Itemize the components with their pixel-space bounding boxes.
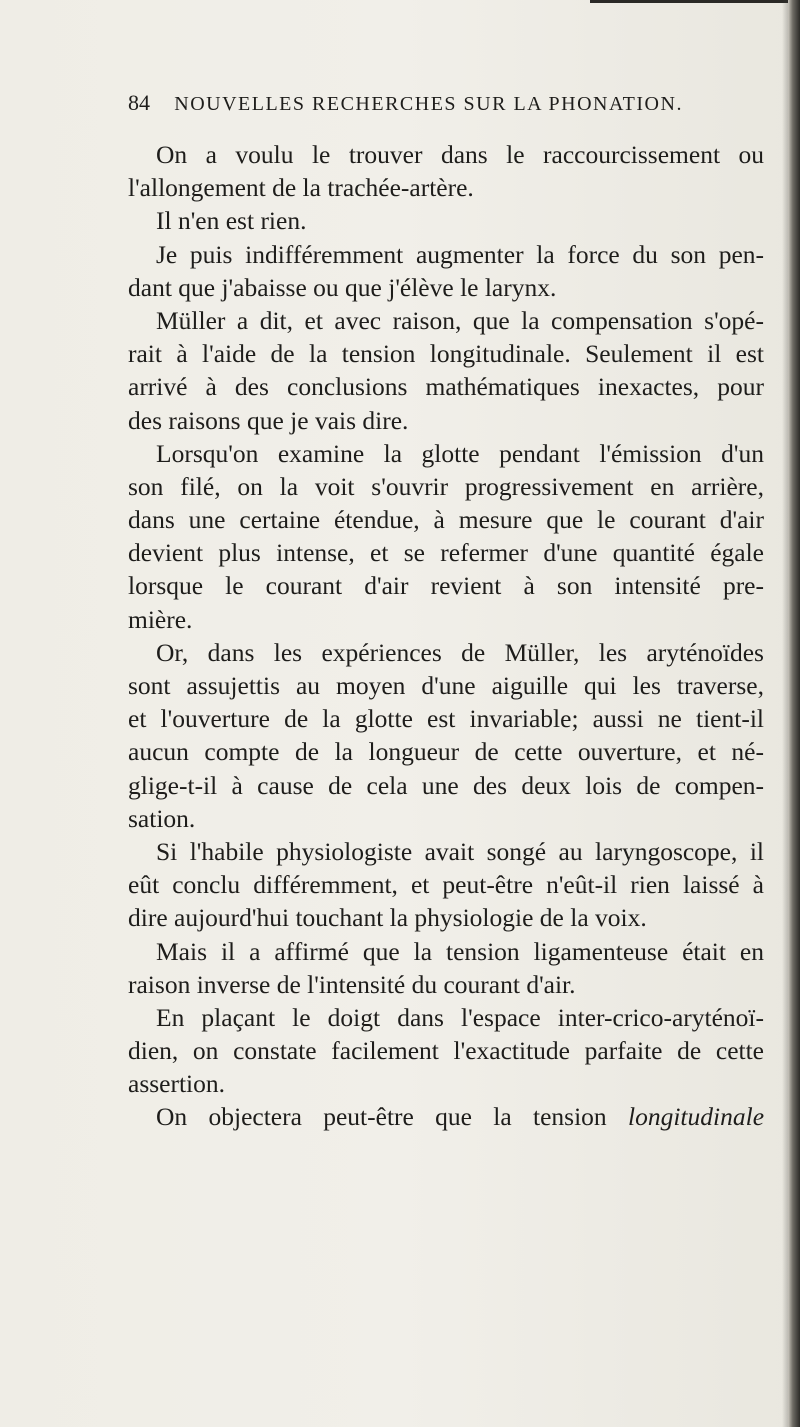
text-line-content: dire aujourd'hui touchant la physiologie de la voix. bbox=[128, 903, 647, 933]
text-line bbox=[128, 503, 764, 536]
text-line bbox=[128, 769, 764, 802]
text-line bbox=[128, 636, 764, 669]
text-line-content: raison inverse de l'intensité du courant d'air. bbox=[128, 969, 576, 999]
text-line bbox=[128, 968, 764, 1001]
text-line bbox=[128, 1067, 764, 1100]
text-line bbox=[128, 935, 764, 968]
top-rule bbox=[590, 0, 800, 3]
text-line bbox=[128, 304, 764, 337]
text-line-content: arrivé à des conclusions mathématiques inexactes, pour bbox=[128, 372, 764, 402]
text-line-content: dien, on constate facilement l'exactitude parfaite de cette bbox=[128, 1036, 764, 1066]
text-line-content: dant que j'abaisse ou que j'élève le larynx. bbox=[128, 272, 557, 302]
text-line bbox=[128, 901, 764, 934]
text-line-content: mière. bbox=[128, 604, 193, 634]
binding-edge bbox=[788, 0, 800, 1427]
text-line-content: aucun compte de la longueur de cette ouverture, et né- bbox=[128, 737, 764, 767]
text-line-content: des raisons que je vais dire. bbox=[128, 405, 409, 435]
text-line-content: assertion. bbox=[128, 1069, 226, 1099]
text-line bbox=[128, 702, 764, 735]
text-line bbox=[128, 868, 764, 901]
text-line-content: En plaçant le doigt dans l'espace inter-crico-aryténoï- bbox=[156, 1002, 764, 1032]
text-line bbox=[128, 1100, 764, 1133]
page-number: 84 bbox=[128, 90, 150, 115]
text-line-content: On a voulu le trouver dans le raccourcissement ou bbox=[156, 140, 764, 169]
text-line-content: devient plus intense, et se refermer d'une quantité égale bbox=[128, 538, 764, 568]
text-line-content: l'allongement de la trachée-artère. bbox=[128, 173, 474, 203]
text-line-content: Si l'habile physiologiste avait songé au laryngoscope, il bbox=[156, 836, 764, 866]
text-line bbox=[128, 536, 764, 569]
text-line bbox=[128, 437, 764, 470]
text-line bbox=[128, 569, 764, 602]
text-line bbox=[128, 404, 764, 437]
text-line bbox=[128, 1001, 764, 1034]
text-line bbox=[128, 138, 764, 171]
text-line bbox=[128, 1034, 764, 1067]
text-line bbox=[128, 835, 764, 868]
running-head bbox=[128, 90, 768, 124]
text-line bbox=[128, 802, 764, 835]
text-line bbox=[128, 603, 764, 636]
text-line-content: et l'ouverture de la glotte est invariable; aussi ne tient-il bbox=[128, 704, 764, 734]
text-line bbox=[128, 171, 764, 204]
text-line bbox=[128, 238, 764, 271]
text-line-content: eût conclu différemment, et peut-être n'eût-il rien laissé à bbox=[128, 870, 764, 900]
text-line bbox=[128, 470, 764, 503]
italic-word: longitudinale bbox=[628, 1102, 765, 1132]
text-line-content: Mais il a affirmé que la tension ligamenteuse était en bbox=[156, 936, 764, 966]
text-line bbox=[128, 370, 764, 403]
text-line bbox=[128, 271, 764, 304]
text-line-content: Je puis indifféremment augmenter la force du son pen- bbox=[156, 239, 764, 269]
text-line-content: dans une certaine étendue, à mesure que le courant d'air bbox=[128, 505, 764, 535]
text-line-content: Or, dans les expériences de Müller, les aryténoïdes bbox=[156, 637, 764, 667]
text-line-content: glige-t-il à cause de cela une des deux lois de compen- bbox=[128, 770, 764, 800]
text-line-content: son filé, on la voit s'ouvrir progressivement en arrière, bbox=[128, 471, 764, 501]
text-line-content: rait à l'aide de la tension longitudinale. Seulement il est bbox=[128, 339, 764, 369]
running-title: NOUVELLES RECHERCHES SUR LA PHONATION. bbox=[174, 93, 683, 115]
text-line bbox=[128, 337, 764, 370]
body-text bbox=[128, 138, 764, 1134]
text-line-content: Lorsqu'on examine la glotte pendant l'émission d'un bbox=[156, 438, 764, 468]
text-line-content: lorsque le courant d'air revient à son intensité pre- bbox=[128, 571, 764, 601]
text-line-content: On objectera peut-être que la tension bbox=[156, 1102, 607, 1132]
text-line bbox=[128, 669, 764, 702]
text-line-content: sont assujettis au moyen d'une aiguille qui les traverse, bbox=[128, 671, 764, 700]
text-line-content: sation. bbox=[128, 803, 196, 833]
text-line-content: Müller a dit, et avec raison, que la compensation s'opé- bbox=[156, 305, 764, 335]
text-line bbox=[128, 735, 764, 768]
text-line-content: Il n'en est rien. bbox=[156, 206, 307, 236]
text-line bbox=[128, 204, 764, 237]
